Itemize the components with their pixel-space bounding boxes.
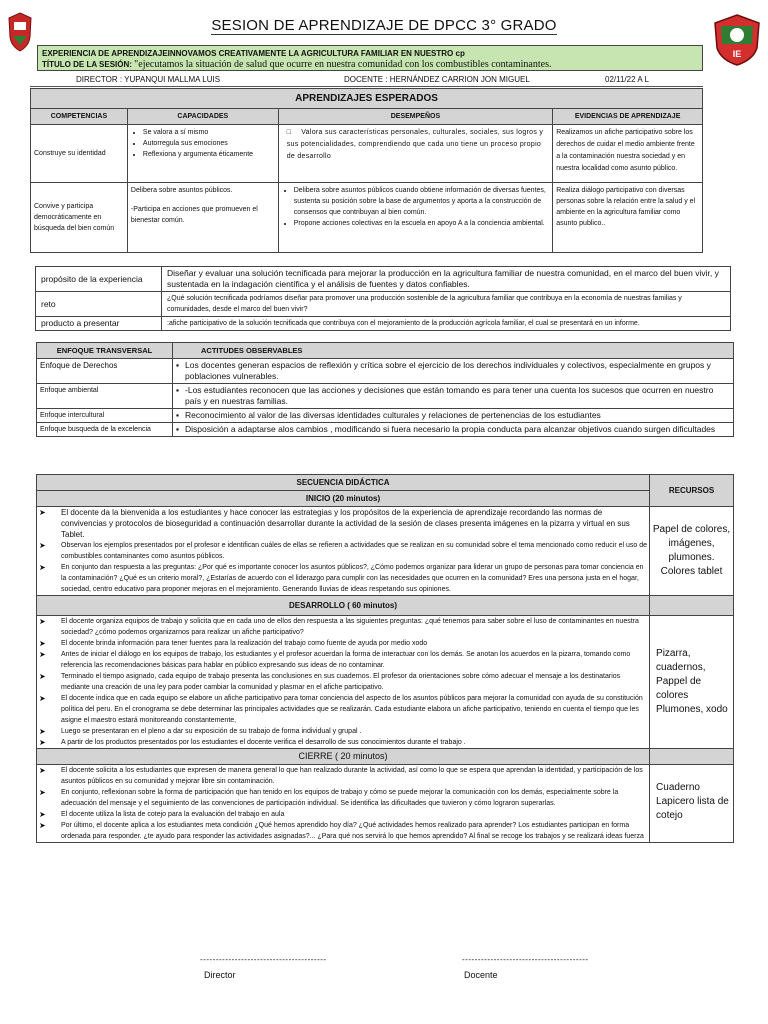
director-signature: ---------------------------------------- Director (200, 955, 327, 980)
aprendizajes-table: APRENDIZAJES ESPERADOS COMPETENCIAS CAPACIDADES DESEMPEÑOS EVIDENCIAS DE APRENDIZAJE Construye su identidad • Se valora a sí mismo • Autorregula sus emociones • Reflexiona y argumenta éticamente □ Valora sus características personales, culturales, sociales, sus logros y sus potencialidades, comprendiendo que cada uno tiene un proceso propio de desarrollo Realizamos un afiche participativo sobre los derechos de cuidar el medio ambiente frente a la contaminación nuestra sociedad y en nuestra localidad como asunto público. Convive y participa democráticamente en búsqueda del bien común Delibera sobre asuntos públicos. -Participa en acciones que promueven el bienestar común. • Delibera sobre asuntos públicos cuando obtiene información de diversas fuentes, sustenta su posición sobre la base de argumentos y aporta a la construcción de consensos que contribuyan al bien común. • Propone acciones colectivas en la escuela en apoyo A a la conciencia ambiental. Realiza diálogo participativo con diversas personas sobre la relación entre la salud y el ambiente en la agricultura familiar como asunto publico.. (30, 88, 703, 253)
proposito-table: propósito de la experiencia Diseñar y evaluar una solución tecnificada para mejorar la producción en la agricultura familiar de nuestra comunidad, en el marco del buen vivir, y sustentada en la indagación científica y el análisis de fuentes y datos confiables. reto ¿Qué solución tecnificada podríamos diseñar para promover una producción sostenible de la agricultura familiar que contribuya en la economía de nuestras familias y comunidades, desde el marco del buen vivir? producto a presentar :afiche participativo de la solución tecnificada que contribuya con el mejoramiento de la producción agrícola familiar, el cual se presentará en un informe. (35, 266, 731, 331)
secuencia-table: SECUENCIA DIDÁCTICA RECURSOS INICIO (20 minutos) ➤ El docente da la bienvenida a los estudiantes y hace conocer las estrategias y los propósitos de la experiencia de aprendizaje recordando las normas de convivencias y protocolos de bioseguridad a continuación desarrollar durante la actividad de la sesión de clases presenta imágenes en la pizarra y virtual en sus Tablet. ➤ Observan los ejemplos presentados por el profesor e identifican cuáles de ellas se refieren a actividades que se realizan en su comunidad sobre el tema mencionado como reducir el uso de combustibles contaminantes como asuntos públicos. ➤ En conjunto dan respuesta a las preguntas: ¿Por qué es importante conocer los asuntos públicos?, ¿Cómo podemos organizar para liderar un grupo de personas para tomar conciencia en la contaminación? ¿Qué es un criterio moral?, ¿Estarías de acuerdo con el liderazgo para cumplir con las necesidades que ocurren en la comunidad? Eres una persona justa en el hogar, sociedad, centro educativo para proponer mejoras en el mejoramiento. Generando lluvias de ideas respetando sus opiniones. Papel de colores, imágenes, plumones. Colores tablet DESARROLLO ( 60 minutos) ➤ El docente organiza equipos de trabajo y solicita que en cada uno de ellos den respuesta a las siguientes preguntas: ¿qué tenemos para saber sobre el luso de contaminantes en nuestra sociedad? ¿cómo podemos organizarnos para realizar un afiche participativo? ➤ El docente brinda información para tener fuentes para la realización del trabajo como fuente de ayuda por medio xodo ➤ Antes de iniciar el diálogo en los equipos de trabajo, los estudiantes y el profesor acuerdan la forma de interactuar con los demás. Se anotan los acuerdos en la pizarra, tomando como referencia las recomendaciones básicas para hablar en público expresando sus ideas de no contaminar. ➤ Terminado el tiempo asignado, cada equipo de trabajo presenta las conclusiones en sus cuadernos. El profesor da orientaciones sobre cómo adecuar el mensaje a los destinatarios mediante una creación de una ley para poder cambiar la comunidad y plasmar en el afiche participativo. ➤ El docente indica que en cada equipo se elabore un afiche participativo para tomar conciencia del aspecto de los asuntos públicos para mejorar la comunidad con ayuda de su constitución política del peru. En el cronograma se debe determinar las principales actividades que se realizarán. Cada estudiante elabora un afiche participativo, teniendo en cuenta el tiempo que les asigne el maestro estará monitoreando constantemente, ➤ Luego se presentaran en el pleno a dar su exposición de su trabajo de forma individual y grupal . ➤ A partir de los productos presentados por los estudiantes el docente verifica el desarrollo de sus conocimientos durante el trabajo . Pizarra, cuadernos, Pappel de colores Plumones, xodo CIERRE ( 20 minutos) ➤ El docente solicita a los estudiantes que expresen de manera general lo que han realizado durante la actividad, así como lo que se espera que aprendan la identidad, y participación de los asuntos públicos en su comunidad y mejorar libre sin contaminación. ➤ En conjunto, reflexionan sobre la forma de participación que han tenido en los equipos de trabajo y cómo se puede mejorar la comunicación con los demás, especialmente sobre la adecuación del mensaje y el seguimiento de las convenciones de participación individual. Se identifica las dificultades que tuvieron y cómo lograron superarlas. ➤ El docente utiliza la lista de cotejo para la evaluación del trabajo en aula ➤ Por último, el docente aplica a los estudiantes meta condición ¿Qué hemos aprendido hoy día? ¿Qué actividades hemos realizado para aprender? Los estudiantes participan en forma ordenada para responder. ¿te ayudo para responder las actividades asignadas?... ¿Para qué nos servirá lo que hemos aprendido? Al final se recoge los trabajos y se realizará ideas fuerza Cuaderno Lapicero lista de cotejo (36, 474, 734, 843)
docente-signature: ---------------------------------------- Docente (462, 955, 589, 980)
svg-text:IE: IE (732, 49, 742, 59)
enfoques-table: ENFOQUE TRANSVERSAL ACTITUDES OBSERVABLES Enfoque de Derechos ▪ Los docentes generan espacios de reflexión y crítica sobre el ejercicio de los derechos individuales y colectivos, especialmente en grupos y poblaciones vulnerables. Enfoque ambiental ▪ -Los estudiantes reconocen que las acciones y decisiones que están tomando es para tener una cuenta los sucesos que ocurren en nuestro país y en nuestras familias. Enfoque intercultural ▪ Reconocimiento al valor de las diversas identidades culturales y relaciones de pertenencias de los estudiantes Enfoque busqueda de la excelencia ▪ Disposición a adaptarse alos cambios , modificando si fuera necesario la propia conducta para alcanzar objetivos cuando surgen dificultades (36, 342, 734, 437)
director-line: DIRECTOR : YUPANQUI MALLMA LUIS DOCENTE : HERNÁNDEZ CARRION JON MIGUEL 02/11/22 A L (30, 75, 703, 87)
experience-box: EXPERIENCIA DE APRENDIZAJEINNOVAMOS CREATIVAMENTE LA AGRICULTURA FAMILIAR EN NUESTRO cp TÍTULO DE LA SESIÓN: "ejecutamos la situación de salud que ocurre en nuestra comunidad con los combustibles contaminantes. (37, 45, 703, 71)
page-title: SESION DE APRENDIZAJE DE DPCC 3° GRADO (211, 17, 557, 34)
